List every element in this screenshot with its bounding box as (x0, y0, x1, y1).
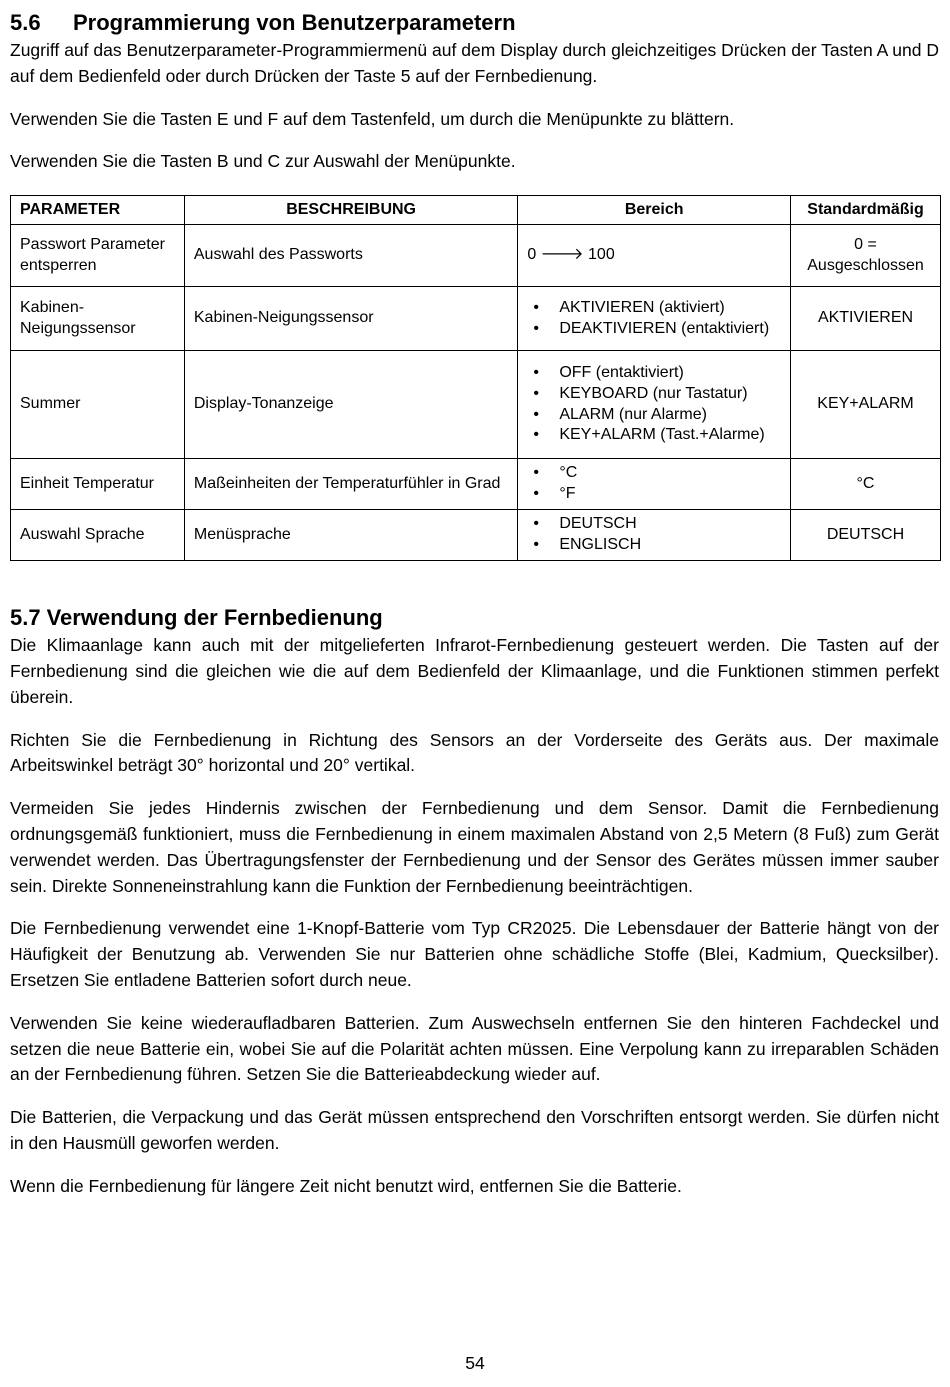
bereich-list (527, 298, 781, 340)
paragraph: Vermeiden Sie jedes Hindernis zwischen der Fernbedienung und dem Sensor. Damit die Fernbedienung ordnungsgemäß funktioniert, muss die Fernbedienung in einem maximalen Abstand von 2,5 Metern (8 Fuß) zum Gerät verwendet werden. Das Übertragungsfenster der Fernbedienung und der Sensor des Gerätes müssen immer sauber sein. Direkte Sonneneinstrahlung kann die Funktion der Fernbedienung beeinträchtigen. (10, 798, 939, 896)
paragraph: Zugriff auf das Benutzerparameter-Programmiermenü auf dem Display durch gleichzeitiges Drücken der Tasten A und D auf dem Bedienfeld oder durch Drücken der Taste 5 auf der Fernbedienung. (10, 40, 939, 86)
paragraph: Wenn die Fernbedienung für längere Zeit nicht benutzt wird, entfernen Sie die Batterie. (10, 1175, 682, 1196)
header-beschreibung: BESCHREIBUNG (184, 196, 517, 225)
parameter-table (10, 195, 941, 561)
bereich-list (527, 514, 781, 556)
bereich-list (527, 363, 781, 446)
paragraph: Richten Sie die Fernbedienung in Richtung des Sensors an der Vorderseite des Geräts aus. Der maximale Arbeitswinkel beträgt 30° horizontal und 20° vertikal. (10, 729, 939, 776)
bereich-list-item: • °F (559, 484, 781, 505)
section-number: 5.7 (10, 605, 41, 631)
bereich-list (527, 463, 781, 505)
table-row (11, 225, 941, 287)
cell-bereich (518, 351, 791, 459)
cell-parameter: Summer (11, 351, 185, 459)
paragraph: Die Klimaanlage kann auch mit der mitgelieferten Infrarot-Fernbedienung gesteuert werden. Die Tasten auf der Fernbedienung sind die gleichen wie die auf dem Bedienfeld der Klimaanlage, und die Funktionen stimmen perfekt überein. (10, 635, 939, 707)
header-bereich: Bereich (518, 196, 791, 225)
section-number: 5.6 (10, 10, 41, 35)
table-body (11, 225, 941, 561)
bereich-list-item: • ALARM (nur Alarme) (559, 405, 781, 426)
bereich-list-item: • KEY+ALARM (Tast.+Alarme) (559, 425, 781, 446)
header-parameter: PARAMETER (11, 196, 185, 225)
section-5-6-heading (10, 8, 939, 38)
cell-standard: AKTIVIEREN (791, 287, 941, 351)
cell-parameter: Auswahl Sprache (11, 510, 185, 561)
cell-standard: °C (791, 459, 941, 510)
bereich-list-item: • DEUTSCH (559, 514, 781, 535)
table-row (11, 510, 941, 561)
bereich-list-item: • OFF (entaktiviert) (559, 363, 781, 384)
cell-bereich (518, 459, 791, 510)
bereich-list-item: • °C (559, 463, 781, 484)
cell-bereich (518, 287, 791, 351)
cell-beschreibung: Display-Tonanzeige (184, 351, 517, 459)
cell-parameter: Kabinen-Neigungssensor (11, 287, 185, 351)
table-row (11, 287, 941, 351)
cell-parameter: Einheit Temperatur (11, 459, 185, 510)
cell-parameter: Passwort Parameter entsperren (11, 225, 185, 287)
bereich-list-item: • DEAKTIVIEREN (entaktiviert) (559, 319, 781, 340)
table-header-row (11, 196, 941, 225)
bereich-list-item: • ENGLISCH (559, 535, 781, 556)
cell-beschreibung: Kabinen-Neigungssensor (184, 287, 517, 351)
document-page (10, 8, 939, 1200)
table-row (11, 351, 941, 459)
page-number: 54 (465, 1353, 485, 1373)
section-5-7-heading (10, 603, 939, 633)
cell-beschreibung: Maßeinheiten der Temperaturfühler in Grad (184, 459, 517, 510)
bereich-list-item: • AKTIVIEREN (aktiviert) (559, 298, 781, 319)
paragraph: Die Batterien, die Verpackung und das Gerät müssen entsprechend den Vorschriften entsorgt werden. Sie dürfen nicht in den Hausmüll geworfen werden. (10, 1107, 939, 1153)
paragraph: Verwenden Sie die Tasten B und C zur Auswahl der Menüpunkte. (10, 151, 516, 172)
paragraph: Verwenden Sie keine wiederaufladbaren Batterien. Zum Auswechseln entfernen Sie den hinteren Fachdeckel und setzen die neue Batterie ein, wobei Sie auf die Polarität achten müssen. Eine Verpolung kann zu irreparablen Schäden an der Fernbedienung führen. Setzen Sie die Batterieabdeckung wieder auf. (10, 1012, 939, 1085)
section-title: Programmierung von Benutzerparametern (73, 10, 516, 35)
cell-beschreibung: Menüsprache (184, 510, 517, 561)
table-row (11, 459, 941, 510)
paragraph: Verwenden Sie die Tasten E und F auf dem Tastenfeld, um durch die Menüpunkte zu blättern. (10, 108, 735, 129)
cell-standard: 0 = Ausgeschlossen (791, 225, 941, 287)
bereich-list-item: • KEYBOARD (nur Tastatur) (559, 384, 781, 405)
cell-bereich (518, 510, 791, 561)
header-standard: Standardmäßig (791, 196, 941, 225)
section-title: Verwendung der Fernbedienung (46, 605, 383, 631)
cell-beschreibung: Auswahl des Passworts (184, 225, 517, 287)
section-5-7-body (10, 633, 939, 1199)
paragraph: Die Fernbedienung verwendet eine 1-Knopf-Batterie vom Typ CR2025. Die Lebensdauer der Batterie hängt von der Häufigkeit der Benutzung ab. Verwenden Sie nur Batterien ohne schädliche Stoffe (Blei, Kadmium, Quecksilber). Ersetzen Sie entladene Batterien sofort durch neue. (10, 918, 939, 990)
cell-standard: DEUTSCH (791, 510, 941, 561)
cell-bereich: 0 🡒 100 (518, 225, 791, 287)
cell-standard: KEY+ALARM (791, 351, 941, 459)
